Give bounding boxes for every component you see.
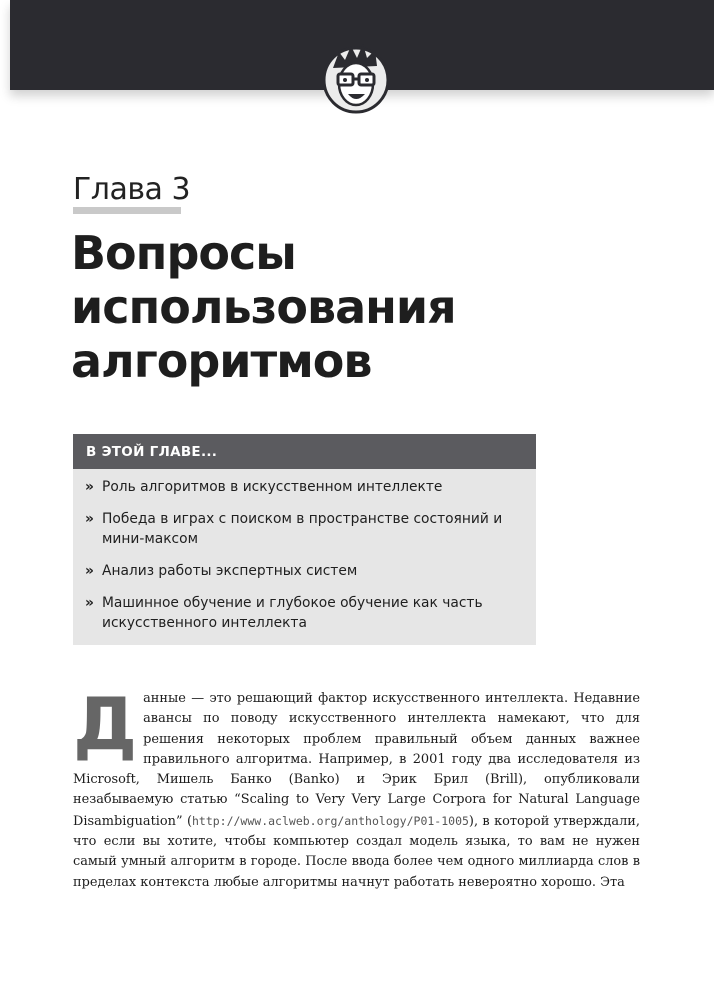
bullet-marker: »	[85, 595, 94, 611]
paragraph-text-end: ), в которой утверждали, что если вы хотите, чтобы компьютер создал модель языка, то вам не нужен самый умный алгоритм в городе. После ввода более чем одного миллиарда слов в пределах контекста любые алгоритмы начнут работать невероятно хорошо. Эта	[73, 813, 640, 890]
dummies-guy-logo	[323, 38, 389, 133]
body-paragraph	[73, 682, 640, 893]
box-heading: В ЭТОЙ ГЛАВЕ...	[73, 434, 536, 469]
list-item	[85, 593, 536, 633]
chapter-title: Вопросы использования алгоритмов	[71, 226, 456, 388]
contents-list	[73, 469, 536, 633]
paragraph-text-start: анные — это решающий фактор искусственного интеллекта. Недавние авансы по поводу искусственного интеллекта намекают, что для решения некоторых проблем правильный объем данных важнее правильного алгоритма. Например, в 2001 году два исследователя из Microsoft, Мишель Банко (Banko) и Эрик Брил (Brill), опубликовали незабываемую статью “Scaling to Very Very Large Corpora for Natural Language Disambiguation” (	[73, 691, 640, 829]
list-item	[85, 477, 536, 497]
chapter-contents-box	[73, 434, 536, 645]
list-item-text: Машинное обучение и глубокое обучение как часть искусственного интеллекта	[102, 595, 483, 631]
list-item	[85, 561, 536, 581]
list-item-text: Победа в играх с поиском в пространстве состояний и мини-максом	[102, 511, 503, 547]
list-item-text: Анализ работы экспертных систем	[102, 563, 358, 579]
bullet-marker: »	[85, 563, 94, 579]
list-item-text: Роль алгоритмов в искусственном интеллекте	[102, 479, 443, 495]
drop-cap: Д	[73, 682, 138, 766]
list-item	[85, 509, 536, 549]
reference-url: http://www.aclweb.org/anthology/P01-1005	[191, 813, 469, 828]
chapter-label-underline	[73, 207, 181, 214]
chapter-label: Глава 3	[73, 172, 191, 207]
bullet-marker: »	[85, 479, 94, 495]
bullet-marker: »	[85, 511, 94, 527]
